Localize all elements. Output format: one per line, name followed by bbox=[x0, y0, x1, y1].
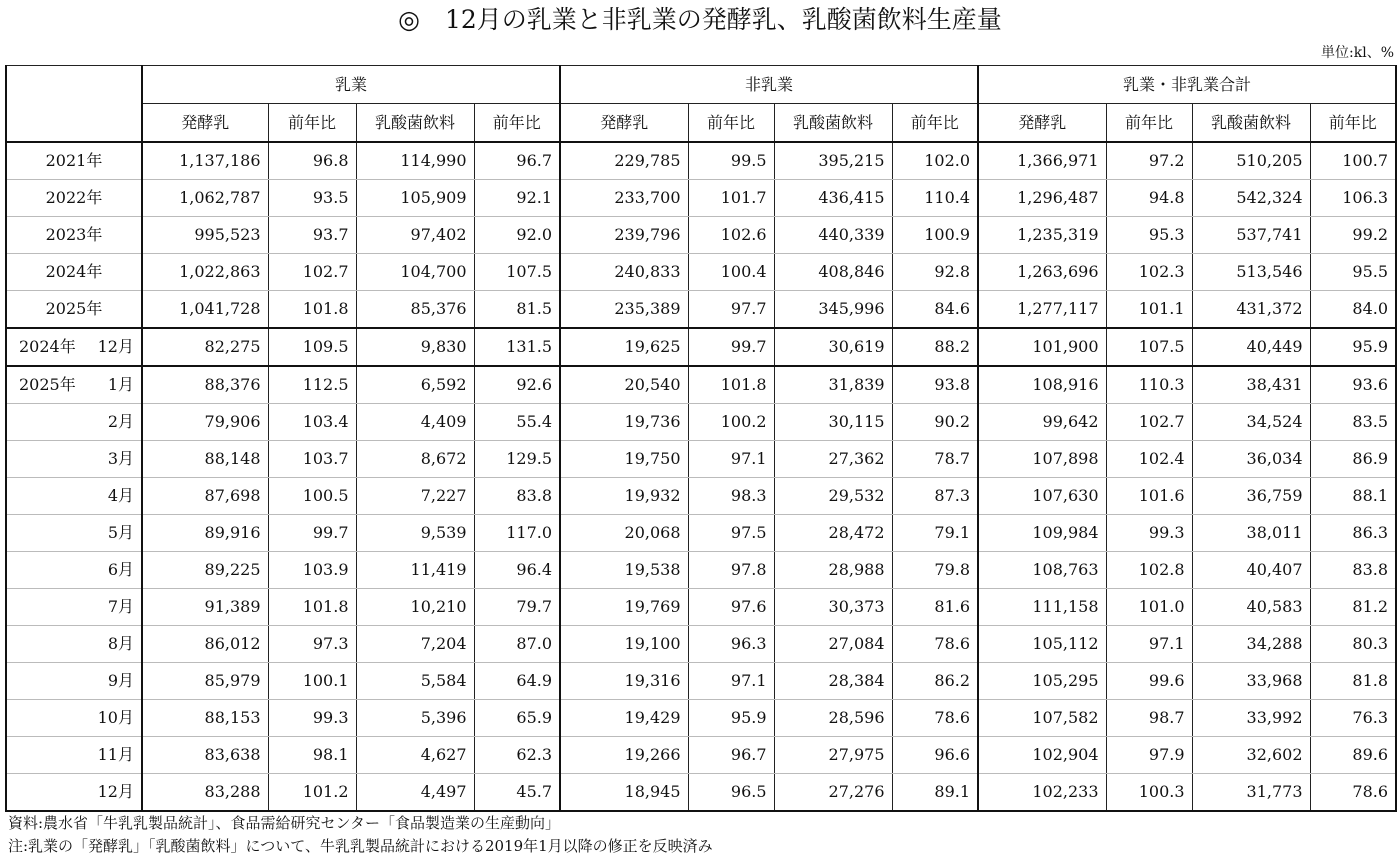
data-cell: 96.7 bbox=[474, 142, 560, 180]
row-label-month: 12月 bbox=[97, 337, 134, 356]
data-cell: 105,909 bbox=[356, 180, 474, 217]
data-cell: 9,830 bbox=[356, 328, 474, 366]
data-cell: 79.8 bbox=[892, 552, 978, 589]
row-label bbox=[6, 626, 142, 663]
data-cell: 95.9 bbox=[1310, 328, 1396, 366]
table-row bbox=[6, 774, 1396, 812]
data-cell: 30,619 bbox=[774, 328, 892, 366]
data-cell: 100.9 bbox=[892, 217, 978, 254]
data-cell: 440,339 bbox=[774, 217, 892, 254]
row-label bbox=[6, 552, 142, 589]
table-row bbox=[6, 552, 1396, 589]
table-body bbox=[6, 142, 1396, 811]
data-cell: 40,407 bbox=[1192, 552, 1310, 589]
data-cell: 19,316 bbox=[560, 663, 688, 700]
data-cell: 510,205 bbox=[1192, 142, 1310, 180]
data-cell: 513,546 bbox=[1192, 254, 1310, 291]
revision-note: 注:乳業の「発酵乳」「乳酸菌飲料」について、牛乳乳製品統計における2019年1月以降の修正を反映済み bbox=[8, 837, 713, 855]
data-cell: 81.5 bbox=[474, 291, 560, 329]
data-cell: 36,759 bbox=[1192, 478, 1310, 515]
data-cell: 89,916 bbox=[142, 515, 268, 552]
data-cell: 97.1 bbox=[688, 441, 774, 478]
data-cell: 93.8 bbox=[892, 366, 978, 404]
row-label: 2021年 bbox=[6, 142, 142, 180]
column-header: 乳酸菌飲料 bbox=[356, 104, 474, 143]
data-cell: 99.3 bbox=[268, 700, 356, 737]
data-cell: 40,449 bbox=[1192, 328, 1310, 366]
column-header: 前年比 bbox=[1106, 104, 1192, 143]
table-row bbox=[6, 328, 1396, 366]
data-cell: 98.3 bbox=[688, 478, 774, 515]
data-cell: 101.7 bbox=[688, 180, 774, 217]
data-cell: 96.7 bbox=[688, 737, 774, 774]
row-label bbox=[6, 774, 142, 812]
data-cell: 4,627 bbox=[356, 737, 474, 774]
data-cell: 88.2 bbox=[892, 328, 978, 366]
data-cell: 81.6 bbox=[892, 589, 978, 626]
row-label bbox=[6, 589, 142, 626]
data-cell: 84.0 bbox=[1310, 291, 1396, 329]
table-row bbox=[6, 404, 1396, 441]
data-cell: 88.1 bbox=[1310, 478, 1396, 515]
row-label bbox=[6, 328, 142, 366]
table-row bbox=[6, 663, 1396, 700]
data-cell: 87.3 bbox=[892, 478, 978, 515]
data-cell: 109,984 bbox=[978, 515, 1106, 552]
row-label-month: 1月 bbox=[107, 375, 134, 394]
data-cell: 102.3 bbox=[1106, 254, 1192, 291]
data-cell: 27,084 bbox=[774, 626, 892, 663]
table-row bbox=[6, 142, 1396, 180]
data-cell: 88,153 bbox=[142, 700, 268, 737]
data-cell: 1,277,117 bbox=[978, 291, 1106, 329]
row-label-month: 7月 bbox=[107, 597, 134, 616]
data-cell: 83.8 bbox=[474, 478, 560, 515]
table-row bbox=[6, 441, 1396, 478]
data-cell: 106.3 bbox=[1310, 180, 1396, 217]
row-label bbox=[6, 663, 142, 700]
data-cell: 86.9 bbox=[1310, 441, 1396, 478]
data-cell: 5,396 bbox=[356, 700, 474, 737]
production-table bbox=[5, 65, 1397, 812]
row-label bbox=[6, 441, 142, 478]
data-cell: 86.2 bbox=[892, 663, 978, 700]
data-cell: 102.0 bbox=[892, 142, 978, 180]
data-cell: 104,700 bbox=[356, 254, 474, 291]
data-cell: 93.7 bbox=[268, 217, 356, 254]
data-cell: 1,137,186 bbox=[142, 142, 268, 180]
table-row bbox=[6, 700, 1396, 737]
data-cell: 78.6 bbox=[892, 626, 978, 663]
column-header: 前年比 bbox=[688, 104, 774, 143]
data-cell: 82,275 bbox=[142, 328, 268, 366]
data-cell: 110.4 bbox=[892, 180, 978, 217]
data-cell: 99.7 bbox=[688, 328, 774, 366]
data-cell: 102.4 bbox=[1106, 441, 1192, 478]
data-cell: 542,324 bbox=[1192, 180, 1310, 217]
data-cell: 99.7 bbox=[268, 515, 356, 552]
data-cell: 107.5 bbox=[474, 254, 560, 291]
row-label: 2023年 bbox=[6, 217, 142, 254]
data-cell: 97.3 bbox=[268, 626, 356, 663]
data-cell: 97.7 bbox=[688, 291, 774, 329]
data-cell: 83,638 bbox=[142, 737, 268, 774]
data-cell: 431,372 bbox=[1192, 291, 1310, 329]
data-cell: 81.2 bbox=[1310, 589, 1396, 626]
row-label: 2024年 bbox=[6, 254, 142, 291]
data-cell: 101.8 bbox=[688, 366, 774, 404]
data-cell: 101.0 bbox=[1106, 589, 1192, 626]
data-cell: 89,225 bbox=[142, 552, 268, 589]
data-cell: 229,785 bbox=[560, 142, 688, 180]
data-cell: 1,041,728 bbox=[142, 291, 268, 329]
data-cell: 65.9 bbox=[474, 700, 560, 737]
unit-label: 単位:kl、% bbox=[1321, 45, 1394, 61]
data-cell: 108,763 bbox=[978, 552, 1106, 589]
data-cell: 345,996 bbox=[774, 291, 892, 329]
data-cell: 79.1 bbox=[892, 515, 978, 552]
data-cell: 101.1 bbox=[1106, 291, 1192, 329]
data-cell: 109.5 bbox=[268, 328, 356, 366]
row-label-month: 3月 bbox=[107, 449, 134, 468]
row-label bbox=[6, 404, 142, 441]
column-header: 前年比 bbox=[892, 104, 978, 143]
data-cell: 1,263,696 bbox=[978, 254, 1106, 291]
data-cell: 11,419 bbox=[356, 552, 474, 589]
group-header-total: 乳業・非乳業合計 bbox=[978, 66, 1396, 104]
data-cell: 18,945 bbox=[560, 774, 688, 812]
data-cell: 84.6 bbox=[892, 291, 978, 329]
data-cell: 55.4 bbox=[474, 404, 560, 441]
data-cell: 92.1 bbox=[474, 180, 560, 217]
data-cell: 436,415 bbox=[774, 180, 892, 217]
row-label: 2025年 bbox=[6, 291, 142, 329]
data-cell: 93.6 bbox=[1310, 366, 1396, 404]
data-cell: 103.9 bbox=[268, 552, 356, 589]
row-label-header-cell bbox=[6, 66, 142, 143]
data-cell: 110.3 bbox=[1106, 366, 1192, 404]
data-cell: 19,750 bbox=[560, 441, 688, 478]
data-cell: 20,540 bbox=[560, 366, 688, 404]
table-row bbox=[6, 478, 1396, 515]
data-cell: 9,539 bbox=[356, 515, 474, 552]
data-cell: 395,215 bbox=[774, 142, 892, 180]
row-label-month: 11月 bbox=[97, 745, 134, 764]
data-cell: 92.0 bbox=[474, 217, 560, 254]
data-cell: 102,904 bbox=[978, 737, 1106, 774]
column-header: 乳酸菌飲料 bbox=[1192, 104, 1310, 143]
data-cell: 86,012 bbox=[142, 626, 268, 663]
row-label-month: 5月 bbox=[107, 523, 134, 542]
data-cell: 7,227 bbox=[356, 478, 474, 515]
data-cell: 131.5 bbox=[474, 328, 560, 366]
data-cell: 94.8 bbox=[1106, 180, 1192, 217]
data-cell: 1,235,319 bbox=[978, 217, 1106, 254]
data-cell: 89.6 bbox=[1310, 737, 1396, 774]
data-cell: 1,062,787 bbox=[142, 180, 268, 217]
data-cell: 100.2 bbox=[688, 404, 774, 441]
table-row bbox=[6, 737, 1396, 774]
data-cell: 102.7 bbox=[268, 254, 356, 291]
page-title: ◎ 12月の乳業と非乳業の発酵乳、乳酸菌飲料生産量 bbox=[398, 5, 1002, 34]
data-cell: 112.5 bbox=[268, 366, 356, 404]
data-cell: 92.6 bbox=[474, 366, 560, 404]
data-cell: 19,100 bbox=[560, 626, 688, 663]
data-cell: 103.7 bbox=[268, 441, 356, 478]
row-label-month: 10月 bbox=[97, 708, 134, 727]
data-cell: 101.8 bbox=[268, 589, 356, 626]
data-cell: 19,625 bbox=[560, 328, 688, 366]
data-cell: 4,497 bbox=[356, 774, 474, 812]
data-cell: 97.9 bbox=[1106, 737, 1192, 774]
row-label bbox=[6, 515, 142, 552]
data-cell: 19,429 bbox=[560, 700, 688, 737]
data-cell: 19,736 bbox=[560, 404, 688, 441]
data-cell: 7,204 bbox=[356, 626, 474, 663]
data-cell: 101.2 bbox=[268, 774, 356, 812]
data-cell: 80.3 bbox=[1310, 626, 1396, 663]
data-cell: 30,373 bbox=[774, 589, 892, 626]
data-cell: 95.5 bbox=[1310, 254, 1396, 291]
row-label-month: 6月 bbox=[107, 560, 134, 579]
data-cell: 98.7 bbox=[1106, 700, 1192, 737]
data-cell: 100.7 bbox=[1310, 142, 1396, 180]
data-cell: 19,769 bbox=[560, 589, 688, 626]
data-cell: 64.9 bbox=[474, 663, 560, 700]
data-cell: 95.3 bbox=[1106, 217, 1192, 254]
data-cell: 96.8 bbox=[268, 142, 356, 180]
data-cell: 27,362 bbox=[774, 441, 892, 478]
data-cell: 38,431 bbox=[1192, 366, 1310, 404]
data-cell: 97.5 bbox=[688, 515, 774, 552]
data-cell: 34,288 bbox=[1192, 626, 1310, 663]
row-label-month: 2月 bbox=[107, 412, 134, 431]
data-cell: 101,900 bbox=[978, 328, 1106, 366]
data-cell: 240,833 bbox=[560, 254, 688, 291]
data-cell: 235,389 bbox=[560, 291, 688, 329]
data-cell: 45.7 bbox=[474, 774, 560, 812]
data-cell: 30,115 bbox=[774, 404, 892, 441]
data-cell: 537,741 bbox=[1192, 217, 1310, 254]
data-cell: 99.6 bbox=[1106, 663, 1192, 700]
data-cell: 31,839 bbox=[774, 366, 892, 404]
data-cell: 28,472 bbox=[774, 515, 892, 552]
column-header: 発酵乳 bbox=[560, 104, 688, 143]
data-cell: 107,898 bbox=[978, 441, 1106, 478]
data-cell: 83.5 bbox=[1310, 404, 1396, 441]
data-cell: 107,582 bbox=[978, 700, 1106, 737]
footnotes bbox=[8, 812, 1388, 858]
data-cell: 78.6 bbox=[1310, 774, 1396, 812]
data-cell: 20,068 bbox=[560, 515, 688, 552]
data-cell: 79,906 bbox=[142, 404, 268, 441]
group-header-dairy: 乳業 bbox=[142, 66, 560, 104]
data-cell: 78.7 bbox=[892, 441, 978, 478]
table-row bbox=[6, 626, 1396, 663]
data-cell: 99,642 bbox=[978, 404, 1106, 441]
data-cell: 88,376 bbox=[142, 366, 268, 404]
data-cell: 76.3 bbox=[1310, 700, 1396, 737]
data-cell: 32,602 bbox=[1192, 737, 1310, 774]
data-cell: 102.8 bbox=[1106, 552, 1192, 589]
data-cell: 6,592 bbox=[356, 366, 474, 404]
row-label-month: 4月 bbox=[107, 486, 134, 505]
data-cell: 108,916 bbox=[978, 366, 1106, 404]
data-cell: 995,523 bbox=[142, 217, 268, 254]
data-cell: 5,584 bbox=[356, 663, 474, 700]
data-cell: 97.6 bbox=[688, 589, 774, 626]
data-cell: 81.8 bbox=[1310, 663, 1396, 700]
data-cell: 101.6 bbox=[1106, 478, 1192, 515]
data-cell: 38,011 bbox=[1192, 515, 1310, 552]
data-cell: 93.5 bbox=[268, 180, 356, 217]
data-cell: 88,148 bbox=[142, 441, 268, 478]
data-cell: 100.4 bbox=[688, 254, 774, 291]
column-header: 乳酸菌飲料 bbox=[774, 104, 892, 143]
table-row bbox=[6, 254, 1396, 291]
column-header: 前年比 bbox=[268, 104, 356, 143]
row-label-month: 8月 bbox=[107, 634, 134, 653]
data-cell: 99.3 bbox=[1106, 515, 1192, 552]
data-cell: 98.1 bbox=[268, 737, 356, 774]
table-row bbox=[6, 515, 1396, 552]
data-cell: 83.8 bbox=[1310, 552, 1396, 589]
data-cell: 33,968 bbox=[1192, 663, 1310, 700]
data-cell: 1,296,487 bbox=[978, 180, 1106, 217]
data-cell: 96.3 bbox=[688, 626, 774, 663]
data-cell: 91,389 bbox=[142, 589, 268, 626]
data-cell: 27,276 bbox=[774, 774, 892, 812]
data-cell: 102.6 bbox=[688, 217, 774, 254]
data-cell: 233,700 bbox=[560, 180, 688, 217]
table-row bbox=[6, 291, 1396, 329]
data-cell: 28,596 bbox=[774, 700, 892, 737]
row-label-month: 9月 bbox=[107, 671, 134, 690]
column-header: 発酵乳 bbox=[142, 104, 268, 143]
data-cell: 129.5 bbox=[474, 441, 560, 478]
row-label bbox=[6, 700, 142, 737]
source-note: 資料:農水省「牛乳乳製品統計」、食品需給研究センター「食品製造業の生産動向」 bbox=[8, 814, 560, 832]
data-cell: 10,210 bbox=[356, 589, 474, 626]
data-cell: 100.3 bbox=[1106, 774, 1192, 812]
data-cell: 19,266 bbox=[560, 737, 688, 774]
data-cell: 31,773 bbox=[1192, 774, 1310, 812]
data-cell: 28,384 bbox=[774, 663, 892, 700]
data-cell: 107,630 bbox=[978, 478, 1106, 515]
data-cell: 107.5 bbox=[1106, 328, 1192, 366]
data-cell: 34,524 bbox=[1192, 404, 1310, 441]
row-label bbox=[6, 366, 142, 404]
data-cell: 97.8 bbox=[688, 552, 774, 589]
data-cell: 36,034 bbox=[1192, 441, 1310, 478]
data-cell: 97.1 bbox=[1106, 626, 1192, 663]
data-cell: 95.9 bbox=[688, 700, 774, 737]
row-label bbox=[6, 737, 142, 774]
data-cell: 83,288 bbox=[142, 774, 268, 812]
data-cell: 4,409 bbox=[356, 404, 474, 441]
data-cell: 40,583 bbox=[1192, 589, 1310, 626]
table-row bbox=[6, 366, 1396, 404]
data-cell: 79.7 bbox=[474, 589, 560, 626]
data-cell: 96.5 bbox=[688, 774, 774, 812]
data-cell: 102.7 bbox=[1106, 404, 1192, 441]
data-cell: 86.3 bbox=[1310, 515, 1396, 552]
data-cell: 105,295 bbox=[978, 663, 1106, 700]
column-header: 前年比 bbox=[474, 104, 560, 143]
row-label-year: 2024年 bbox=[19, 337, 76, 356]
row-label bbox=[6, 478, 142, 515]
data-cell: 99.5 bbox=[688, 142, 774, 180]
data-cell: 408,846 bbox=[774, 254, 892, 291]
data-cell: 78.6 bbox=[892, 700, 978, 737]
data-cell: 8,672 bbox=[356, 441, 474, 478]
data-cell: 100.5 bbox=[268, 478, 356, 515]
data-cell: 239,796 bbox=[560, 217, 688, 254]
table-row bbox=[6, 180, 1396, 217]
data-cell: 85,979 bbox=[142, 663, 268, 700]
data-cell: 29,532 bbox=[774, 478, 892, 515]
subheader-row bbox=[6, 104, 1396, 143]
data-cell: 97.1 bbox=[688, 663, 774, 700]
data-cell: 96.6 bbox=[892, 737, 978, 774]
data-cell: 97,402 bbox=[356, 217, 474, 254]
data-cell: 117.0 bbox=[474, 515, 560, 552]
group-header-non-dairy: 非乳業 bbox=[560, 66, 978, 104]
data-cell: 105,112 bbox=[978, 626, 1106, 663]
data-cell: 92.8 bbox=[892, 254, 978, 291]
data-cell: 100.1 bbox=[268, 663, 356, 700]
data-cell: 99.2 bbox=[1310, 217, 1396, 254]
data-cell: 87.0 bbox=[474, 626, 560, 663]
data-cell: 96.4 bbox=[474, 552, 560, 589]
data-cell: 103.4 bbox=[268, 404, 356, 441]
data-cell: 1,366,971 bbox=[978, 142, 1106, 180]
row-label: 2022年 bbox=[6, 180, 142, 217]
data-cell: 62.3 bbox=[474, 737, 560, 774]
data-cell: 27,975 bbox=[774, 737, 892, 774]
data-cell: 33,992 bbox=[1192, 700, 1310, 737]
data-cell: 114,990 bbox=[356, 142, 474, 180]
row-label-month: 12月 bbox=[97, 782, 134, 801]
data-cell: 19,538 bbox=[560, 552, 688, 589]
column-header: 前年比 bbox=[1310, 104, 1396, 143]
row-label-year: 2025年 bbox=[19, 375, 76, 394]
column-header: 発酵乳 bbox=[978, 104, 1106, 143]
data-cell: 85,376 bbox=[356, 291, 474, 329]
data-cell: 28,988 bbox=[774, 552, 892, 589]
data-cell: 102,233 bbox=[978, 774, 1106, 812]
table-row bbox=[6, 589, 1396, 626]
data-cell: 111,158 bbox=[978, 589, 1106, 626]
data-cell: 19,932 bbox=[560, 478, 688, 515]
data-cell: 97.2 bbox=[1106, 142, 1192, 180]
data-cell: 1,022,863 bbox=[142, 254, 268, 291]
data-cell: 101.8 bbox=[268, 291, 356, 329]
data-cell: 90.2 bbox=[892, 404, 978, 441]
table-row bbox=[6, 217, 1396, 254]
data-cell: 87,698 bbox=[142, 478, 268, 515]
data-cell: 89.1 bbox=[892, 774, 978, 812]
